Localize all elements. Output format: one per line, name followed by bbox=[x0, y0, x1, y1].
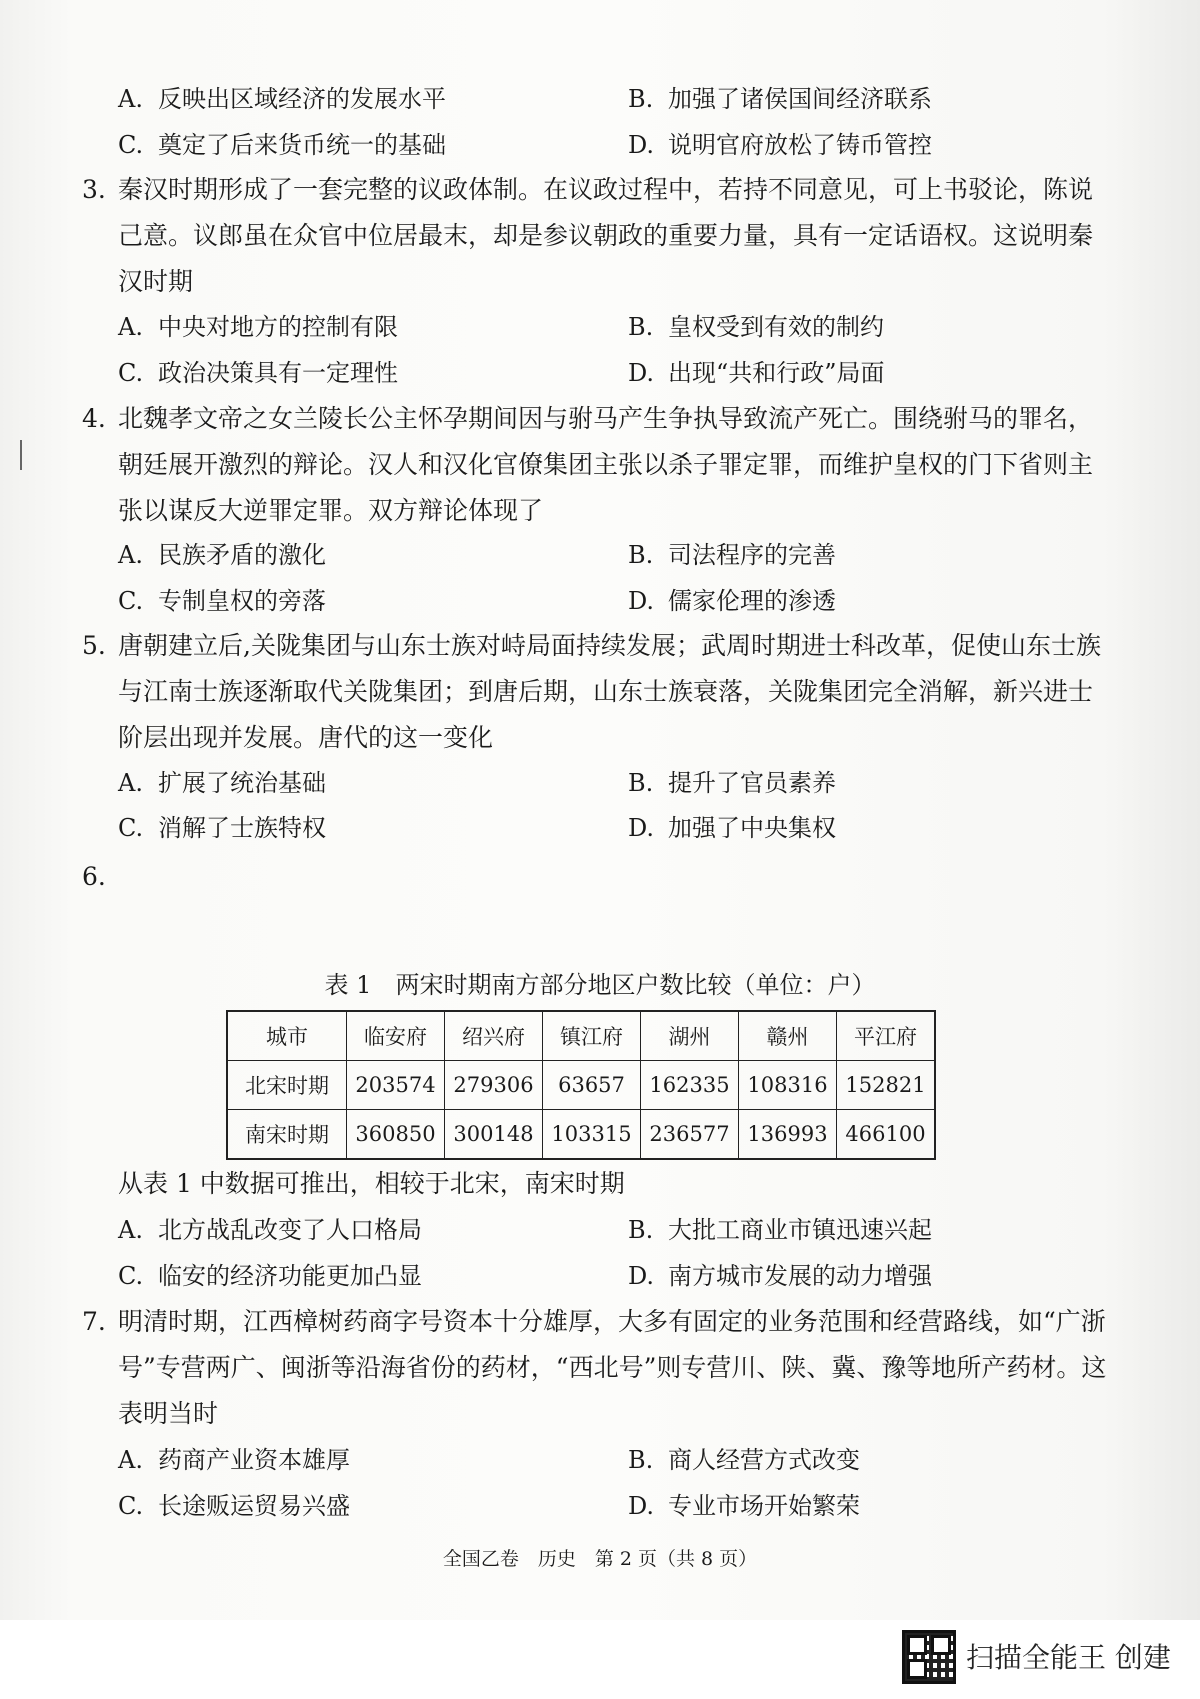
q2-options-row-2 bbox=[118, 128, 1118, 162]
q4-stem-line: 朝廷展开激烈的辩论。汉人和汉化官僚集团主张以杀子罪定罪，而维护皇权的门下省则主 bbox=[118, 450, 1094, 479]
q4-options-row-1 bbox=[118, 538, 1118, 572]
q4-option-b: B. 司法程序的完善 bbox=[628, 541, 836, 569]
q5-options-row-1 bbox=[118, 766, 1118, 800]
table-header-cell: 平江府 bbox=[837, 1011, 936, 1061]
q4-option-a: A. 民族矛盾的激化 bbox=[118, 541, 326, 569]
q5-options-row-2 bbox=[118, 811, 1118, 845]
table-header-row bbox=[227, 1011, 935, 1061]
q5-stem-line: 唐朝建立后,关陇集团与山东士族对峙局面持续发展；武周时期进士科改革，促使山东士族 bbox=[118, 631, 1101, 660]
q6-option-b: B. 大批工商业市镇迅速兴起 bbox=[628, 1216, 932, 1244]
q7-options-row-1 bbox=[118, 1443, 1118, 1477]
q7-option-a: A. 药商产业资本雄厚 bbox=[118, 1446, 350, 1474]
table-cell: 360850 bbox=[347, 1110, 445, 1160]
q3-option-b: B. 皇权受到有效的制约 bbox=[628, 313, 884, 341]
q5-option-a: A. 扩展了统治基础 bbox=[118, 769, 326, 797]
q5-option-d: D. 加强了中央集权 bbox=[628, 814, 836, 842]
table-cell: 103315 bbox=[543, 1110, 641, 1160]
qr-code-icon bbox=[902, 1630, 956, 1684]
table-cell: 63657 bbox=[543, 1061, 641, 1110]
table-cell: 236577 bbox=[641, 1110, 739, 1160]
q6-options-row-2 bbox=[118, 1259, 1118, 1293]
table-cell: 南宋时期 bbox=[227, 1110, 347, 1160]
q3-option-a: A. 中央对地方的控制有限 bbox=[118, 313, 398, 341]
table-cell: 108316 bbox=[739, 1061, 837, 1110]
scanner-watermark-text: 扫描全能王 创建 bbox=[966, 1641, 1171, 1674]
q3-stem-line: 己意。议郎虽在众官中位居最末，却是参议朝政的重要力量，具有一定话语权。这说明秦 bbox=[118, 221, 1094, 250]
q3-options-row-1 bbox=[118, 310, 1118, 344]
q5-option-c: C. 消解了士族特权 bbox=[118, 814, 326, 842]
q6-option-a: A. 北方战乱改变了人口格局 bbox=[118, 1216, 422, 1244]
q2-option-a: A. 反映出区域经济的发展水平 bbox=[118, 85, 446, 113]
table-header-cell: 湖州 bbox=[641, 1011, 739, 1061]
q6-stem: 从表 1 中数据可推出，相较于北宋，南宋时期 bbox=[118, 1169, 625, 1198]
q5-stem-line: 与江南士族逐渐取代关陇集团；到唐后期，山东士族衰落，关陇集团完全消解，新兴进士 bbox=[118, 677, 1094, 706]
table-header-cell: 城市 bbox=[227, 1011, 347, 1061]
q6-option-c: C. 临安的经济功能更加凸显 bbox=[118, 1262, 422, 1290]
q3-option-c: C. 政治决策具有一定理性 bbox=[118, 359, 398, 387]
page-footer: 全国乙卷 历史 第 2 页（共 8 页） bbox=[442, 1548, 758, 1570]
table-caption: 表 1 两宋时期南方部分地区户数比较（单位：户） bbox=[324, 971, 876, 999]
q4-number: 4. bbox=[82, 404, 106, 433]
q6-option-d: D. 南方城市发展的动力增强 bbox=[628, 1262, 932, 1290]
household-table bbox=[226, 1010, 936, 1160]
q7-number: 7. bbox=[82, 1307, 106, 1336]
q2-option-c: C. 奠定了后来货币统一的基础 bbox=[118, 131, 446, 159]
table-cell: 300148 bbox=[445, 1110, 543, 1160]
q2-options-row-1 bbox=[118, 82, 1118, 116]
table-row bbox=[227, 1061, 935, 1110]
q7-options-row-2 bbox=[118, 1489, 1118, 1523]
q3-stem-line: 汉时期 bbox=[118, 267, 194, 296]
q5-option-b: B. 提升了官员素养 bbox=[628, 769, 836, 797]
q4-stem-line: 北魏孝文帝之女兰陵长公主怀孕期间因与驸马产生争执导致流产死亡。围绕驸马的罪名， bbox=[118, 404, 1094, 433]
scanner-watermark bbox=[902, 1630, 1182, 1686]
q5-number: 5. bbox=[82, 631, 106, 660]
q6-options-row-1 bbox=[118, 1213, 1118, 1247]
q7-stem-line: 号”专营两广、闽浙等沿海省份的药材，“西北号”则专营川、陕、冀、豫等地所产药材。这 bbox=[118, 1353, 1107, 1382]
table-row bbox=[227, 1110, 935, 1160]
table-header-cell: 绍兴府 bbox=[445, 1011, 543, 1061]
q4-option-c: C. 专制皇权的旁落 bbox=[118, 587, 326, 615]
table-cell: 466100 bbox=[837, 1110, 936, 1160]
q3-options-row-2 bbox=[118, 356, 1118, 390]
table-cell: 136993 bbox=[739, 1110, 837, 1160]
q4-options-row-2 bbox=[118, 584, 1118, 618]
table-cell: 北宋时期 bbox=[227, 1061, 347, 1110]
q7-option-b: B. 商人经营方式改变 bbox=[628, 1446, 860, 1474]
q5-stem-line: 阶层出现并发展。唐代的这一变化 bbox=[118, 723, 494, 752]
q7-stem-line: 表明当时 bbox=[118, 1399, 219, 1428]
table-header-cell: 临安府 bbox=[347, 1011, 445, 1061]
q3-stem-line: 秦汉时期形成了一套完整的议政体制。在议政过程中，若持不同意见，可上书驳论，陈说 bbox=[118, 175, 1094, 204]
q7-stem-line: 明清时期，江西樟树药商字号资本十分雄厚，大多有固定的业务范围和经营路线，如“广浙 bbox=[118, 1307, 1106, 1336]
table-header-cell: 赣州 bbox=[739, 1011, 837, 1061]
table-cell: 279306 bbox=[445, 1061, 543, 1110]
q4-option-d: D. 儒家伦理的渗透 bbox=[628, 587, 836, 615]
table-cell: 203574 bbox=[347, 1061, 445, 1110]
table-cell: 152821 bbox=[837, 1061, 936, 1110]
table-cell: 162335 bbox=[641, 1061, 739, 1110]
q6-number: 6. bbox=[82, 862, 106, 891]
margin-mark bbox=[20, 440, 22, 470]
table-header-cell: 镇江府 bbox=[543, 1011, 641, 1061]
q3-option-d: D. 出现“共和行政”局面 bbox=[628, 359, 885, 387]
q2-option-d: D. 说明官府放松了铸币管控 bbox=[628, 131, 932, 159]
q2-option-b: B. 加强了诸侯国间经济联系 bbox=[628, 85, 932, 113]
q7-option-c: C. 长途贩运贸易兴盛 bbox=[118, 1492, 350, 1520]
q3-number: 3. bbox=[82, 175, 106, 204]
q4-stem-line: 张以谋反大逆罪定罪。双方辩论体现了 bbox=[118, 496, 544, 525]
q7-option-d: D. 专业市场开始繁荣 bbox=[628, 1492, 860, 1520]
